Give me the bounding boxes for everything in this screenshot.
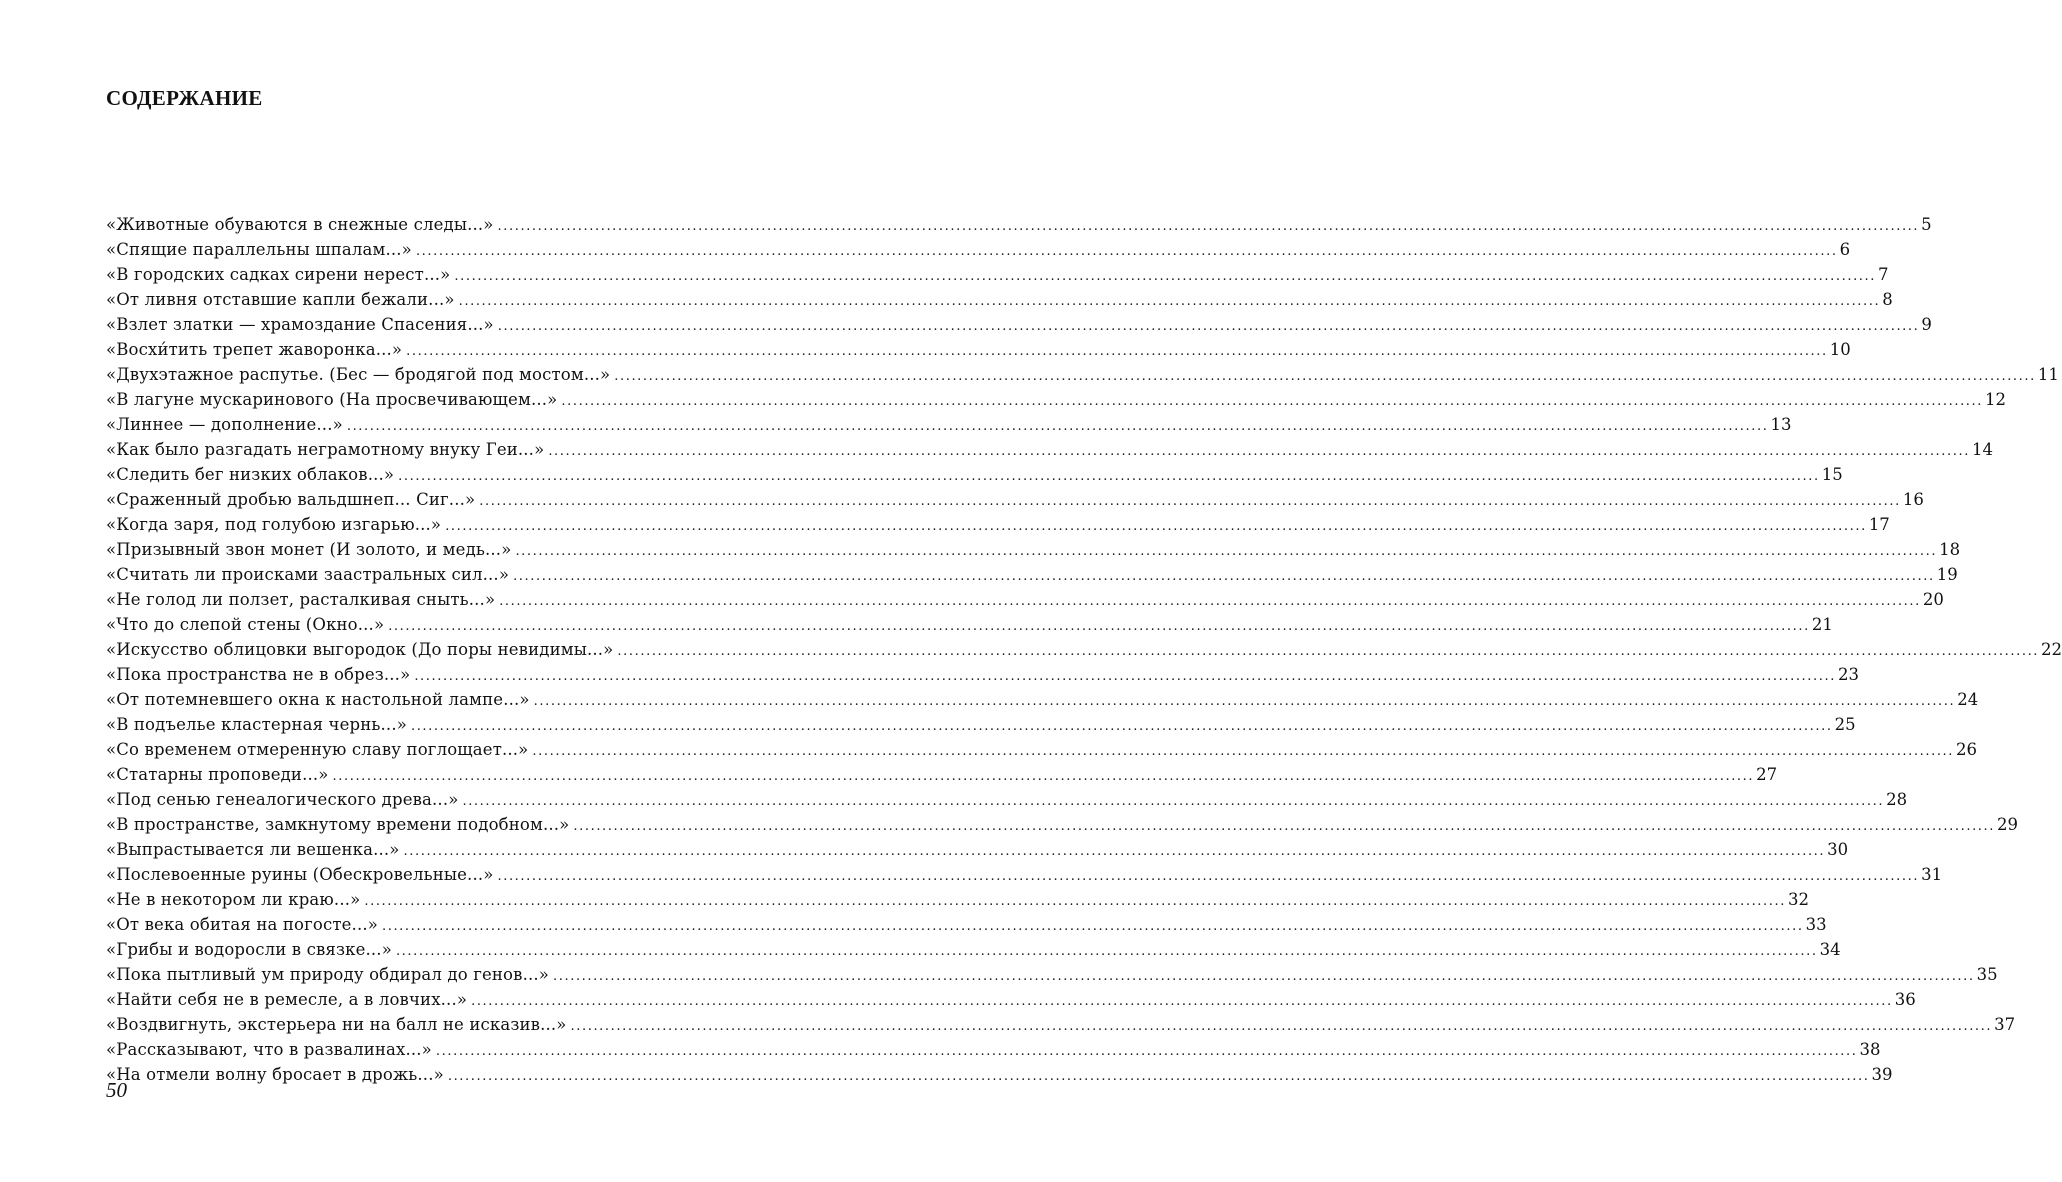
toc-entry-title: «Выпрастывается ли вешенка...» (106, 840, 400, 859)
toc-entry-page-number: 9 (1921, 315, 1932, 334)
toc-entry-page-number: 32 (1787, 890, 1809, 909)
toc-entry (106, 887, 1809, 912)
toc-entry-page-number: 6 (1839, 240, 1851, 259)
dot-leader (573, 814, 1995, 839)
toc-entry-title: «Пока пытливый ум природу обдирал до генов...» (106, 965, 550, 984)
toc-entry-page-number: 7 (1878, 265, 1889, 284)
toc-entry-page-number: 22 (2041, 640, 2062, 659)
dot-leader (448, 1064, 1870, 1089)
toc-entry (106, 737, 1978, 762)
dot-leader (414, 664, 1836, 689)
dot-leader (471, 989, 1893, 1014)
toc-entry-title: «Линнее — дополнение...» (106, 415, 343, 434)
toc-entry (106, 437, 1993, 462)
dot-leader (497, 864, 1919, 889)
toc-entry-title: «Что до слепой стены (Окно...» (106, 615, 385, 634)
dot-leader (364, 889, 1786, 914)
dot-leader (406, 339, 1828, 364)
toc-entry-title: «Воздвигнуть, экстерьера ни на балл не исказив...» (106, 1015, 567, 1034)
dot-leader (459, 289, 1881, 314)
toc-entry (106, 637, 2062, 662)
toc-entry (106, 587, 1944, 612)
toc-entry (106, 687, 1979, 712)
toc-entry-title: «Как было разгадать неграмотному внуку Геи...» (106, 440, 545, 459)
toc-entry-title: «Рассказывают, что в развалинах...» (106, 1040, 432, 1059)
toc-entry-title: «Взлет златки — храмоздание Спасения...» (106, 315, 494, 334)
dot-leader (333, 764, 1755, 789)
toc-entry-title: «В лагуне мускаринового (На просвечивающем...» (106, 390, 558, 409)
dot-leader (416, 239, 1838, 264)
toc-entry-title: «Не в некотором ли краю...» (106, 890, 361, 909)
toc-entry-title: «Статарны проповеди...» (106, 765, 329, 784)
toc-entry (106, 262, 1889, 287)
toc-entry (106, 962, 1998, 987)
dot-leader (382, 914, 1804, 939)
toc-entry (106, 462, 1843, 487)
toc-entry-page-number: 33 (1805, 915, 1827, 934)
toc-entry (106, 662, 1859, 687)
toc-entry-page-number: 8 (1882, 290, 1893, 309)
toc-entry-page-number: 16 (1902, 490, 1924, 509)
toc-entry-title: «Грибы и водоросли в связке...» (106, 940, 392, 959)
toc-entry-title: «Искусство облицовки выгородок (До поры невидимы...» (106, 640, 614, 659)
toc-entry (106, 912, 1827, 937)
toc-entry-page-number: 11 (2037, 365, 2059, 384)
toc-entry (106, 812, 2019, 837)
toc-entry (106, 1037, 1881, 1062)
dot-leader (347, 414, 1769, 439)
toc-entry-page-number: 26 (1956, 740, 1978, 759)
toc-entry-title: «Двухэтажное распутье. (Бес — бродягой под мостом...» (106, 365, 611, 384)
page-number: 50 (106, 1078, 127, 1102)
dot-leader (404, 839, 1826, 864)
toc-entry-title: «Животные обуваются в снежные следы...» (106, 215, 494, 234)
toc-entry (106, 1062, 1893, 1087)
toc-entry-page-number: 38 (1859, 1040, 1881, 1059)
table-of-contents (106, 212, 2062, 1087)
toc-entry (106, 387, 2007, 412)
toc-entry-page-number: 12 (1985, 390, 2007, 409)
toc-entry-title: «Найти себя не в ремесле, а в ловчих...» (106, 990, 468, 1009)
toc-entry-title: «Послевоенные руины (Обескровельные...» (106, 865, 494, 884)
toc-entry-page-number: 18 (1939, 540, 1961, 559)
toc-entry (106, 212, 1932, 237)
dot-leader (445, 514, 1867, 539)
toc-entry (106, 562, 1958, 587)
toc-entry-page-number: 31 (1921, 865, 1943, 884)
toc-entry-page-number: 28 (1886, 790, 1908, 809)
dot-leader (614, 364, 2036, 389)
toc-entry-title: «Считать ли происками заастральных сил...» (106, 565, 510, 584)
dot-leader (548, 439, 1970, 464)
toc-entry-page-number: 39 (1871, 1065, 1893, 1084)
toc-entry-page-number: 10 (1829, 340, 1851, 359)
toc-entry-title: «От потемневшего окна к настольной лампе...» (106, 690, 530, 709)
toc-entry (106, 412, 1792, 437)
toc-entry-title: «В пространстве, замкнутому времени подобном...» (106, 815, 570, 834)
dot-leader (553, 964, 1975, 989)
dot-leader (571, 1014, 1993, 1039)
toc-entry-page-number: 37 (1994, 1015, 2016, 1034)
dot-leader (499, 589, 1921, 614)
toc-entry (106, 487, 1924, 512)
toc-entry-page-number: 34 (1819, 940, 1841, 959)
toc-entry-page-number: 25 (1834, 715, 1856, 734)
toc-entry-page-number: 23 (1837, 665, 1859, 684)
toc-entry-page-number: 35 (1976, 965, 1998, 984)
dot-leader (617, 639, 2039, 664)
dot-leader (561, 389, 1983, 414)
toc-entry (106, 237, 1851, 262)
toc-entry-title: «От ливня отставшие капли бежали...» (106, 290, 455, 309)
dot-leader (436, 1039, 1858, 1064)
dot-leader (462, 789, 1884, 814)
toc-entry-title: «Под сенью генеалогического древа...» (106, 790, 459, 809)
toc-entry-title: «Со временем отмеренную славу поглощает...» (106, 740, 529, 759)
dot-leader (513, 564, 1935, 589)
toc-entry-title: «Сраженный дробью вальдшнеп... Сиг...» (106, 490, 476, 509)
toc-entry-page-number: 30 (1827, 840, 1849, 859)
toc-entry-title: «Когда заря, под голубою изгарью...» (106, 515, 442, 534)
toc-entry-title: «Призывный звон монет (И золото, и медь...» (106, 540, 512, 559)
toc-entry-title: «Восхи́тить трепет жаворонка...» (106, 340, 403, 359)
toc-entry (106, 937, 1841, 962)
toc-entry (106, 712, 1856, 737)
toc-entry (106, 612, 1833, 637)
dot-leader (534, 689, 1956, 714)
toc-entry-title: «Следить бег низких облаков...» (106, 465, 395, 484)
toc-entry (106, 512, 1890, 537)
toc-entry-title: «Не голод ли ползет, расталкивая сныть...» (106, 590, 496, 609)
dot-leader (388, 614, 1810, 639)
toc-entry-title: «В городских садках сирени нерест...» (106, 265, 451, 284)
dot-leader (398, 464, 1820, 489)
toc-entry (106, 837, 1849, 862)
toc-entry-page-number: 36 (1894, 990, 1916, 1009)
toc-entry-page-number: 5 (1921, 215, 1932, 234)
toc-entry (106, 987, 1916, 1012)
toc-entry (106, 1012, 2016, 1037)
toc-entry-page-number: 17 (1868, 515, 1890, 534)
dot-leader (498, 314, 1920, 339)
toc-entry-page-number: 19 (1936, 565, 1958, 584)
toc-entry (106, 762, 1778, 787)
toc-entry-title: «От века обитая на погосте...» (106, 915, 378, 934)
toc-entry (106, 312, 1932, 337)
toc-entry-title: «На отмели волну бросает в дрожь...» (106, 1065, 444, 1084)
toc-entry (106, 337, 1851, 362)
dot-leader (515, 539, 1937, 564)
toc-entry-page-number: 21 (1811, 615, 1833, 634)
dot-leader (479, 489, 1901, 514)
dot-leader (396, 939, 1818, 964)
toc-entry-page-number: 24 (1957, 690, 1979, 709)
toc-entry-page-number: 15 (1821, 465, 1843, 484)
toc-entry (106, 787, 1908, 812)
toc-entry (106, 362, 2059, 387)
toc-entry-title: «В подъелье кластерная чернь...» (106, 715, 407, 734)
toc-entry-title: «Пока пространства не в обрез...» (106, 665, 411, 684)
dot-leader (454, 264, 1876, 289)
toc-entry-title: «Спящие параллельны шпалам...» (106, 240, 412, 259)
toc-entry-page-number: 20 (1922, 590, 1944, 609)
page-title: СОДЕРЖАНИЕ (106, 86, 263, 110)
toc-entry (106, 862, 1943, 887)
toc-entry-page-number: 29 (1997, 815, 2019, 834)
dot-leader (532, 739, 1954, 764)
toc-entry (106, 287, 1893, 312)
dot-leader (411, 714, 1833, 739)
toc-entry-page-number: 27 (1756, 765, 1778, 784)
toc-entry-page-number: 14 (1971, 440, 1993, 459)
dot-leader (498, 214, 1920, 239)
toc-entry (106, 537, 1961, 562)
toc-entry-page-number: 13 (1770, 415, 1792, 434)
